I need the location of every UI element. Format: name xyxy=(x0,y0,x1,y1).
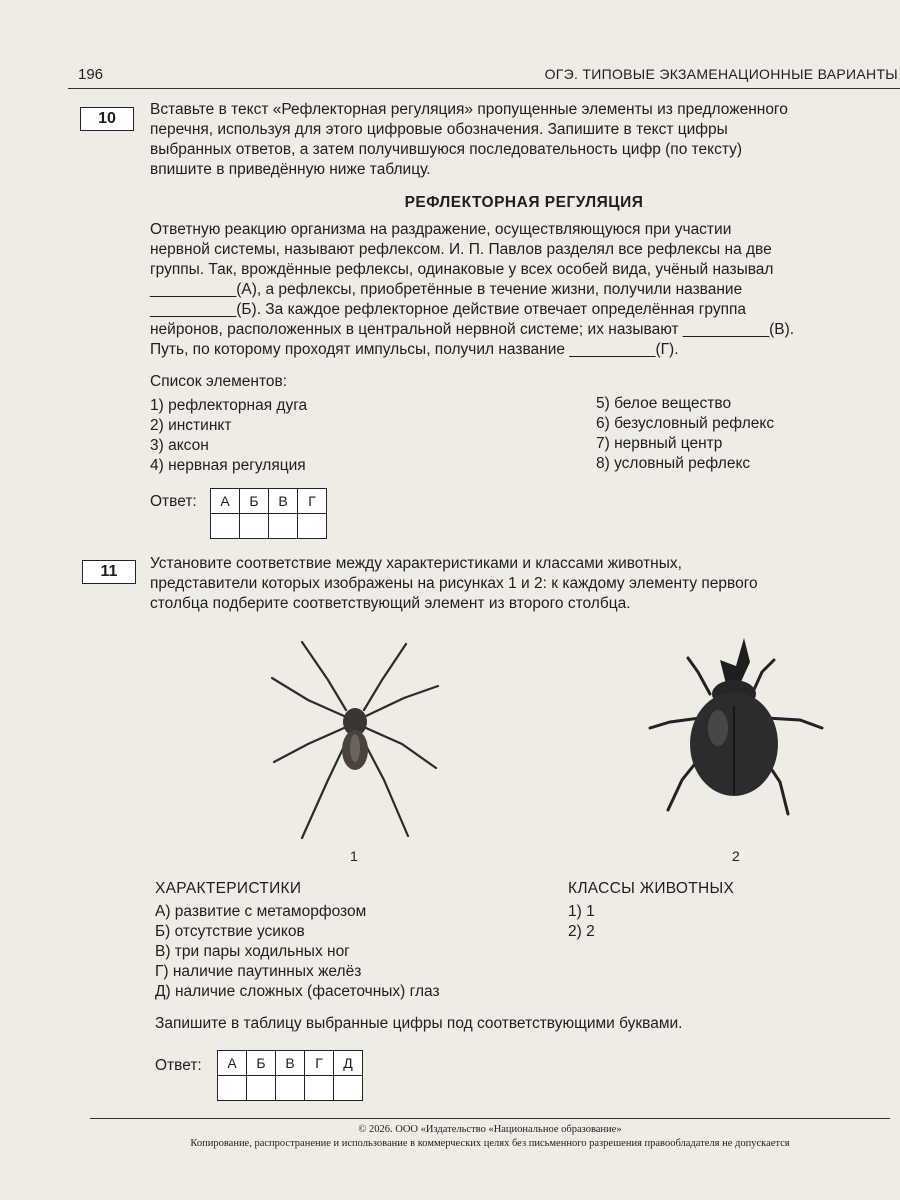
reflex-text xyxy=(150,220,898,360)
list-item: 5) белое вещество xyxy=(596,395,732,412)
list-item: 3) аксон xyxy=(150,437,209,454)
answer-header: Д xyxy=(334,1051,363,1076)
beetle-illustration xyxy=(640,632,830,837)
answer-cell[interactable] xyxy=(247,1076,276,1101)
answer-header: Б xyxy=(240,489,269,514)
text-line: Ответную реакцию организма на раздражение, осуществляющуюся при участии xyxy=(150,221,732,238)
instruction-line: Установите соответствие между характеристиками и классами животных, xyxy=(150,555,682,572)
instruction-line: впишите в приведённую ниже таблицу. xyxy=(150,161,431,178)
running-title: ОГЭ. ТИПОВЫЕ ЭКЗАМЕНАЦИОННЫЕ ВАРИАНТЫ xyxy=(544,66,898,82)
characteristic-item: Д) наличие сложных (фасеточных) глаз xyxy=(155,983,440,1000)
instruction-line: перечня, используя для этого цифровые обозначения. Запишите в текст цифры xyxy=(150,121,728,138)
page-number: 196 xyxy=(78,66,104,83)
answer-cell[interactable] xyxy=(276,1076,305,1101)
text-line: нейронов, расположенных в центральной нервной системе; их называют __________(В). xyxy=(150,321,795,338)
spider-illustration xyxy=(268,640,448,840)
answer-header: В xyxy=(276,1051,305,1076)
characteristics-title: ХАРАКТЕРИСТИКИ xyxy=(155,880,302,897)
question-10-instructions xyxy=(150,100,898,180)
answer-cell[interactable] xyxy=(240,514,269,539)
answer-header: А xyxy=(218,1051,247,1076)
question-11-instructions xyxy=(150,554,898,614)
list-item: 1) рефлекторная дуга xyxy=(150,397,308,414)
answer-header: Г xyxy=(305,1051,334,1076)
instruction-line: представители которых изображены на рисунках 1 и 2: к каждому элементу первого xyxy=(150,575,758,592)
text-line: __________(Б). За каждое рефлекторное действие отвечает определённая группа xyxy=(150,301,747,318)
question-10-number: 10 xyxy=(80,107,134,131)
list-item: 7) нервный центр xyxy=(596,435,723,452)
elements-list-title: Список элементов: xyxy=(150,373,288,390)
answer-header: В xyxy=(269,489,298,514)
instruction-line: выбранных ответов, а затем получившуюся последовательность цифр (по тексту) xyxy=(150,141,743,158)
footer-notice: Копирование, распространение и использование в коммерческих целях без письменного разрешения правообладателя не допускается xyxy=(190,1138,790,1149)
answer-cell[interactable] xyxy=(269,514,298,539)
classes-list xyxy=(568,902,595,942)
characteristic-item: Б) отсутствие усиков xyxy=(155,923,305,940)
text-line: группы. Так, врождённые рефлексы, одинаковые у всех особей вида, учёный называл xyxy=(150,261,774,278)
footer-divider xyxy=(90,1118,890,1119)
characteristic-item: Г) наличие паутинных желёз xyxy=(155,963,362,980)
list-item: 2) инстинкт xyxy=(150,417,232,434)
instruction-line: столбца подберите соответствующий элемент из второго столбца. xyxy=(150,595,631,612)
characteristic-item: В) три пары ходильных ног xyxy=(155,943,350,960)
header-divider xyxy=(68,88,900,89)
footer-copyright: © 2026. ООО «Издательство «Национальное образование» xyxy=(358,1124,622,1135)
list-item: 8) условный рефлекс xyxy=(596,455,751,472)
table-instruction: Запишите в таблицу выбранные цифры под соответствующими буквами. xyxy=(155,1015,683,1032)
text-heading: РЕФЛЕКТОРНАЯ РЕГУЛЯЦИЯ xyxy=(404,194,644,211)
text-line: нервной системы, называют рефлексом. И. П. Павлов разделял все рефлексы на две xyxy=(150,241,772,258)
answer-cell[interactable] xyxy=(211,514,240,539)
answer-cell[interactable] xyxy=(334,1076,363,1101)
answer-label: Ответ: xyxy=(150,493,197,510)
characteristic-item: А) развитие с метаморфозом xyxy=(155,903,367,920)
figure-1-label: 1 xyxy=(350,848,358,864)
list-item: 4) нервная регуляция xyxy=(150,457,306,474)
answer-table-q10 xyxy=(210,488,327,539)
text-line: __________(А), а рефлексы, приобретённые в течение жизни, получили название xyxy=(150,281,743,298)
answer-header: А xyxy=(211,489,240,514)
elements-list-right xyxy=(596,394,774,474)
answer-cell[interactable] xyxy=(298,514,327,539)
classes-title: КЛАССЫ ЖИВОТНЫХ xyxy=(568,880,735,897)
answer-table-q11 xyxy=(217,1050,363,1101)
figure-2-label: 2 xyxy=(732,848,740,864)
elements-list-left xyxy=(150,396,307,476)
answer-label: Ответ: xyxy=(155,1057,202,1074)
instruction-line: Вставьте в текст «Рефлекторная регуляция» пропущенные элементы из предложенного xyxy=(150,101,788,118)
question-11-number: 11 xyxy=(82,560,136,584)
answer-cell[interactable] xyxy=(305,1076,334,1101)
answer-header: Г xyxy=(298,489,327,514)
class-item: 1) 1 xyxy=(568,903,595,920)
class-item: 2) 2 xyxy=(568,923,595,940)
characteristics-list xyxy=(155,902,440,1002)
answer-cell[interactable] xyxy=(218,1076,247,1101)
list-item: 6) безусловный рефлекс xyxy=(596,415,775,432)
text-line: Путь, по которому проходят импульсы, получил название __________(Г). xyxy=(150,341,679,358)
answer-header: Б xyxy=(247,1051,276,1076)
